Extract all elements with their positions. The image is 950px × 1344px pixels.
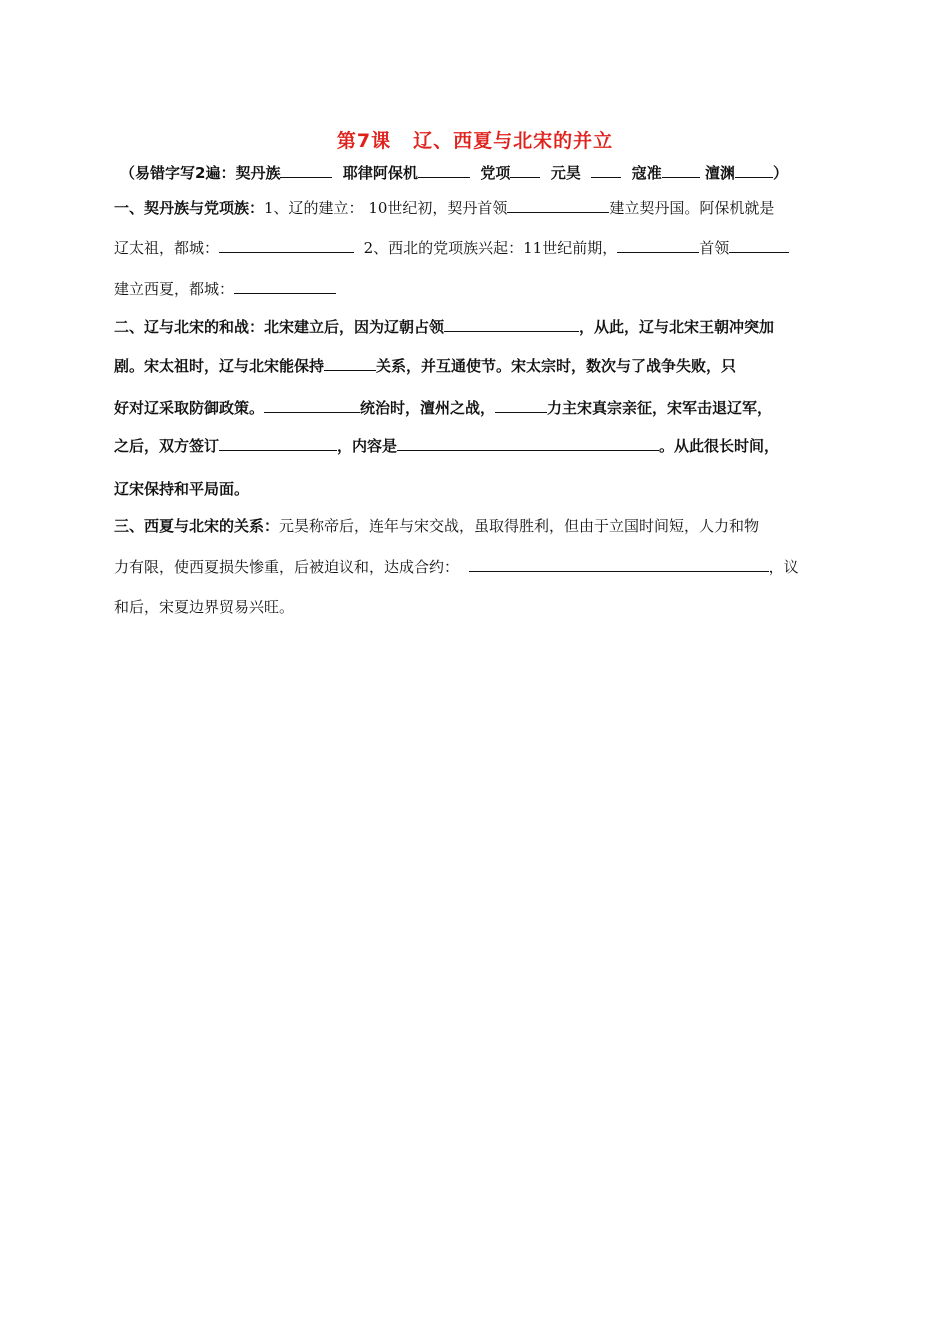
answer-blank[interactable] [591,163,621,178]
answer-blank[interactable] [662,163,700,178]
section3-line3 [114,597,844,617]
text: 好对辽采取防御政策。 [114,399,265,417]
section1-line1 [114,198,844,218]
text: 元昊称帝后，连年与宋交战，虽取得胜利，但由于立国时间短，人力和物 [279,517,760,535]
text: ，内容是 [337,437,398,455]
practice-words-line [120,163,850,183]
page-title [0,126,950,153]
practice-close: ） [773,164,789,182]
practice-word: 契丹族 [235,164,281,182]
answer-blank[interactable] [219,436,337,451]
answer-blank[interactable] [469,557,769,572]
practice-word: 耶律阿保机 [342,164,418,182]
text: ，议 [768,558,799,576]
practice-word: 元昊 [550,164,581,182]
text: 关系，并互通使节。宋太宗时，数次与了战争失败，只 [376,357,737,375]
section2-line5 [114,479,844,499]
answer-blank[interactable] [507,198,609,213]
section2-line2 [114,356,844,376]
section1-line3 [114,279,844,299]
section2-heading: 二、辽与北宋的和战： [114,318,265,336]
practice-word: 寇准 [631,164,662,182]
answer-blank[interactable] [495,398,547,413]
answer-blank[interactable] [617,238,699,253]
text: 力有限，使西夏损失惨重，后被迫议和，达成合约： [114,558,460,576]
answer-blank[interactable] [234,279,336,294]
section2-line4 [114,436,844,456]
text: 。从此很长时间， [659,437,780,455]
lesson-number: 第7课 [336,130,392,152]
section2-line3 [114,398,844,418]
text: 统治时，澶州之战， [360,399,496,417]
text: 2、西北的党项族兴起：11世纪前期， [363,239,618,257]
text: 首领 [699,239,730,257]
section2-line1 [114,317,844,337]
text: 辽太祖，都城： [114,239,220,257]
section1-heading: 一、契丹族与党项族： [114,199,265,217]
practice-open: （易错字写2遍： [120,164,236,182]
answer-blank[interactable] [418,163,470,178]
answer-blank[interactable] [444,317,579,332]
text: 力主宋真宗亲征，宋军击退辽军， [547,399,773,417]
answer-blank[interactable] [280,163,332,178]
text: 辽宋保持和平局面。 [114,480,250,498]
answer-blank[interactable] [397,436,659,451]
text: 北宋建立后，因为辽朝占领 [264,318,445,336]
text: 1、辽的建立： 10世纪初，契丹首领 [264,199,508,217]
text: 剧。宋太祖时，辽与北宋能保持 [114,357,325,375]
text: 之后，双方签订 [114,437,220,455]
section1-line2 [114,238,844,258]
practice-word: 党项 [480,164,511,182]
answer-blank[interactable] [729,238,789,253]
answer-blank[interactable] [264,398,360,413]
section3-line1 [114,516,844,536]
practice-word: 澶渊 [705,164,736,182]
text: 建立契丹国。阿保机就是 [609,199,775,217]
answer-blank[interactable] [219,238,354,253]
answer-blank[interactable] [735,163,773,178]
text: 和后，宋夏边界贸易兴旺。 [114,598,295,616]
lesson-topic: 辽、西夏与北宋的并立 [413,130,614,152]
section3-heading: 三、西夏与北宋的关系： [114,517,280,535]
answer-blank[interactable] [510,163,540,178]
answer-blank[interactable] [324,356,376,371]
text: 建立西夏，都城： [114,280,235,298]
section3-line2 [114,557,844,577]
text: ，从此，辽与北宋王朝冲突加 [579,318,775,336]
